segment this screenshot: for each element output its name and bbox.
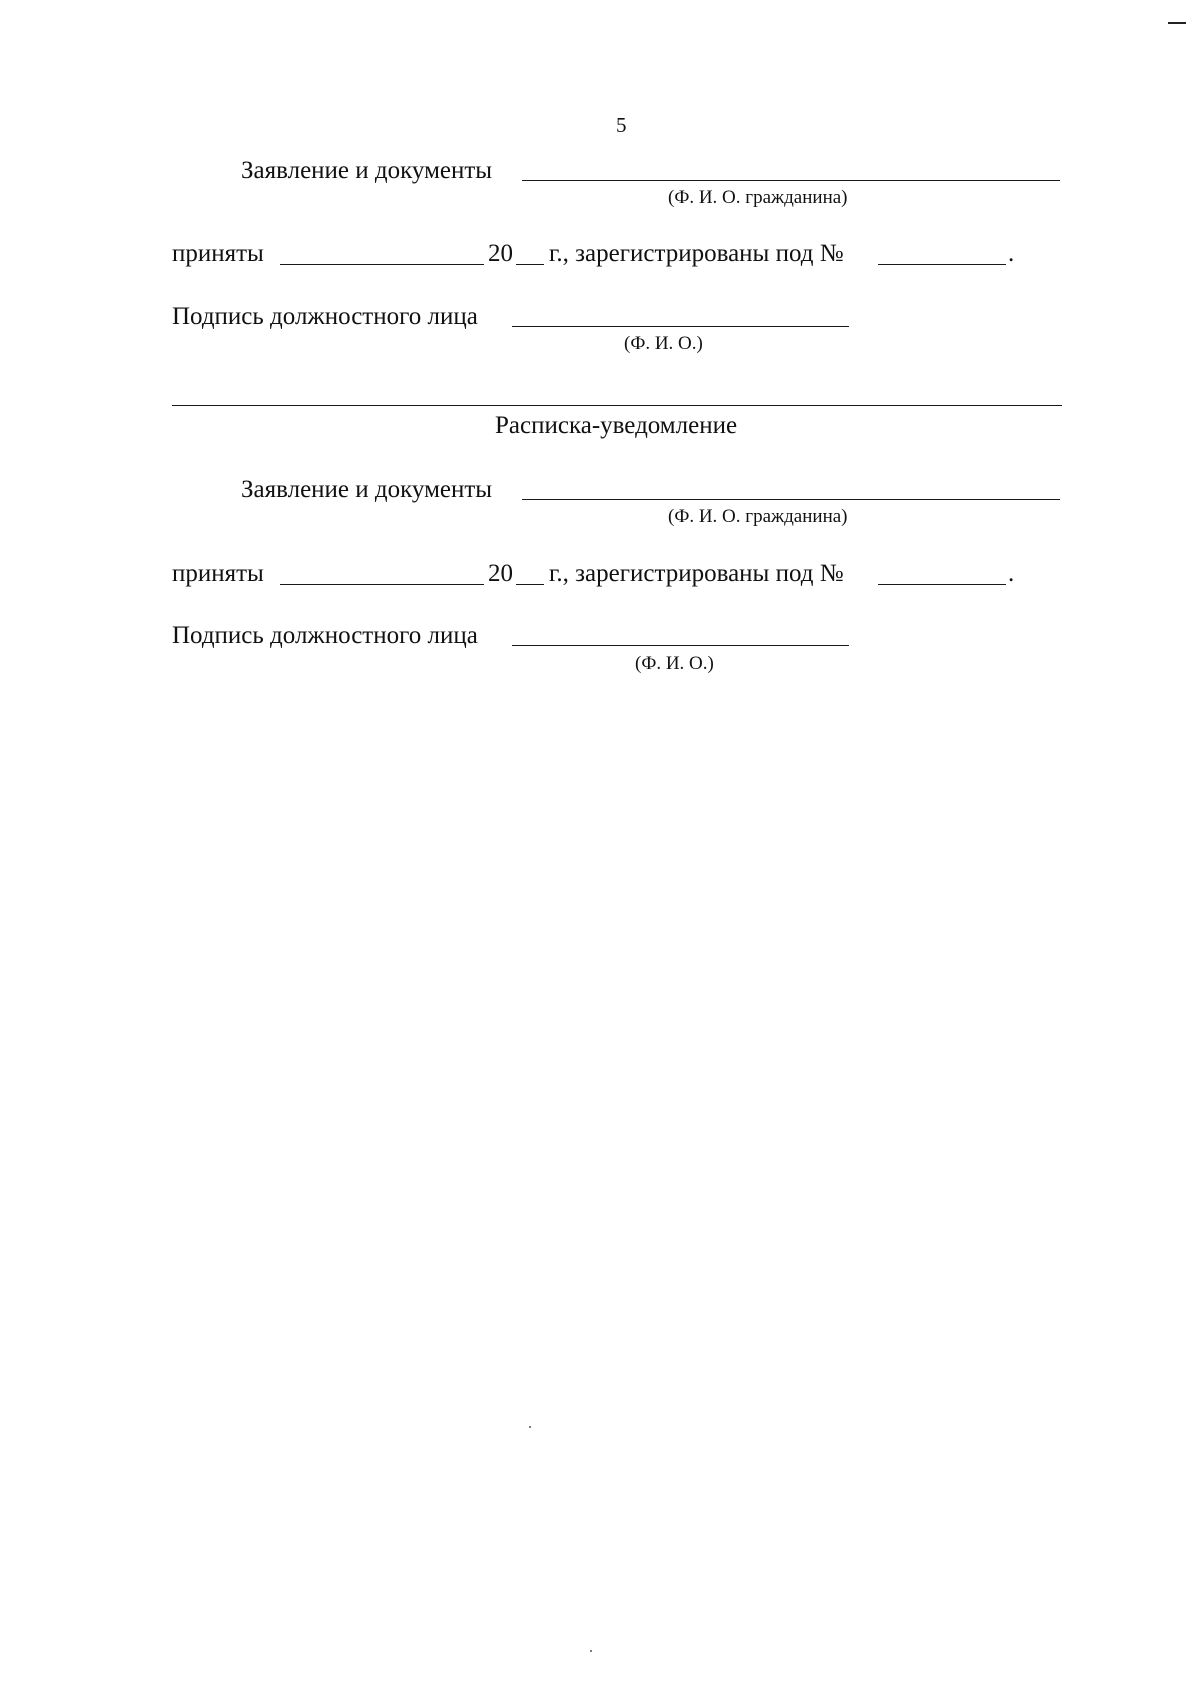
receipt-official-signature-field[interactable] — [512, 645, 849, 646]
page-number: 5 — [616, 113, 627, 137]
registration-number-field[interactable] — [878, 264, 1006, 265]
receipt-registered-label: г., зарегистрированы под № — [549, 560, 844, 587]
applicant-name-field[interactable] — [522, 180, 1060, 181]
scan-speck — [590, 1650, 592, 1652]
receipt-title: Расписка-уведомление — [495, 412, 738, 439]
year-prefix: 20 — [488, 240, 513, 267]
accepted-date-field[interactable] — [280, 264, 484, 265]
receipt-accepted-label: приняты — [172, 560, 264, 587]
receipt-signature-label: Подпись должностного лица — [172, 622, 478, 649]
scan-speck — [529, 1426, 531, 1428]
end-period: . — [1008, 240, 1015, 267]
official-name-caption: (Ф. И. О.) — [624, 333, 703, 354]
receipt-applicant-name-caption: (Ф. И. О. гражданина) — [668, 506, 848, 527]
section-divider — [172, 405, 1062, 406]
receipt-applicant-name-field[interactable] — [522, 499, 1060, 500]
receipt-year-suffix-field[interactable] — [516, 584, 544, 585]
applicant-label: Заявление и документы — [241, 157, 493, 184]
receipt-accepted-date-field[interactable] — [280, 584, 484, 585]
receipt-official-name-caption: (Ф. И. О.) — [635, 653, 714, 674]
scan-mark — [1168, 22, 1186, 24]
applicant-name-caption: (Ф. И. О. гражданина) — [668, 187, 848, 208]
receipt-registration-number-field[interactable] — [878, 584, 1006, 585]
receipt-year-prefix: 20 — [488, 560, 513, 587]
year-suffix-field[interactable] — [516, 264, 544, 265]
receipt-end-period: . — [1008, 560, 1015, 587]
receipt-applicant-label: Заявление и документы — [241, 476, 493, 503]
registered-label: г., зарегистрированы под № — [549, 240, 844, 267]
signature-label: Подпись должностного лица — [172, 303, 478, 330]
official-signature-field[interactable] — [512, 326, 849, 327]
accepted-label: приняты — [172, 240, 264, 267]
